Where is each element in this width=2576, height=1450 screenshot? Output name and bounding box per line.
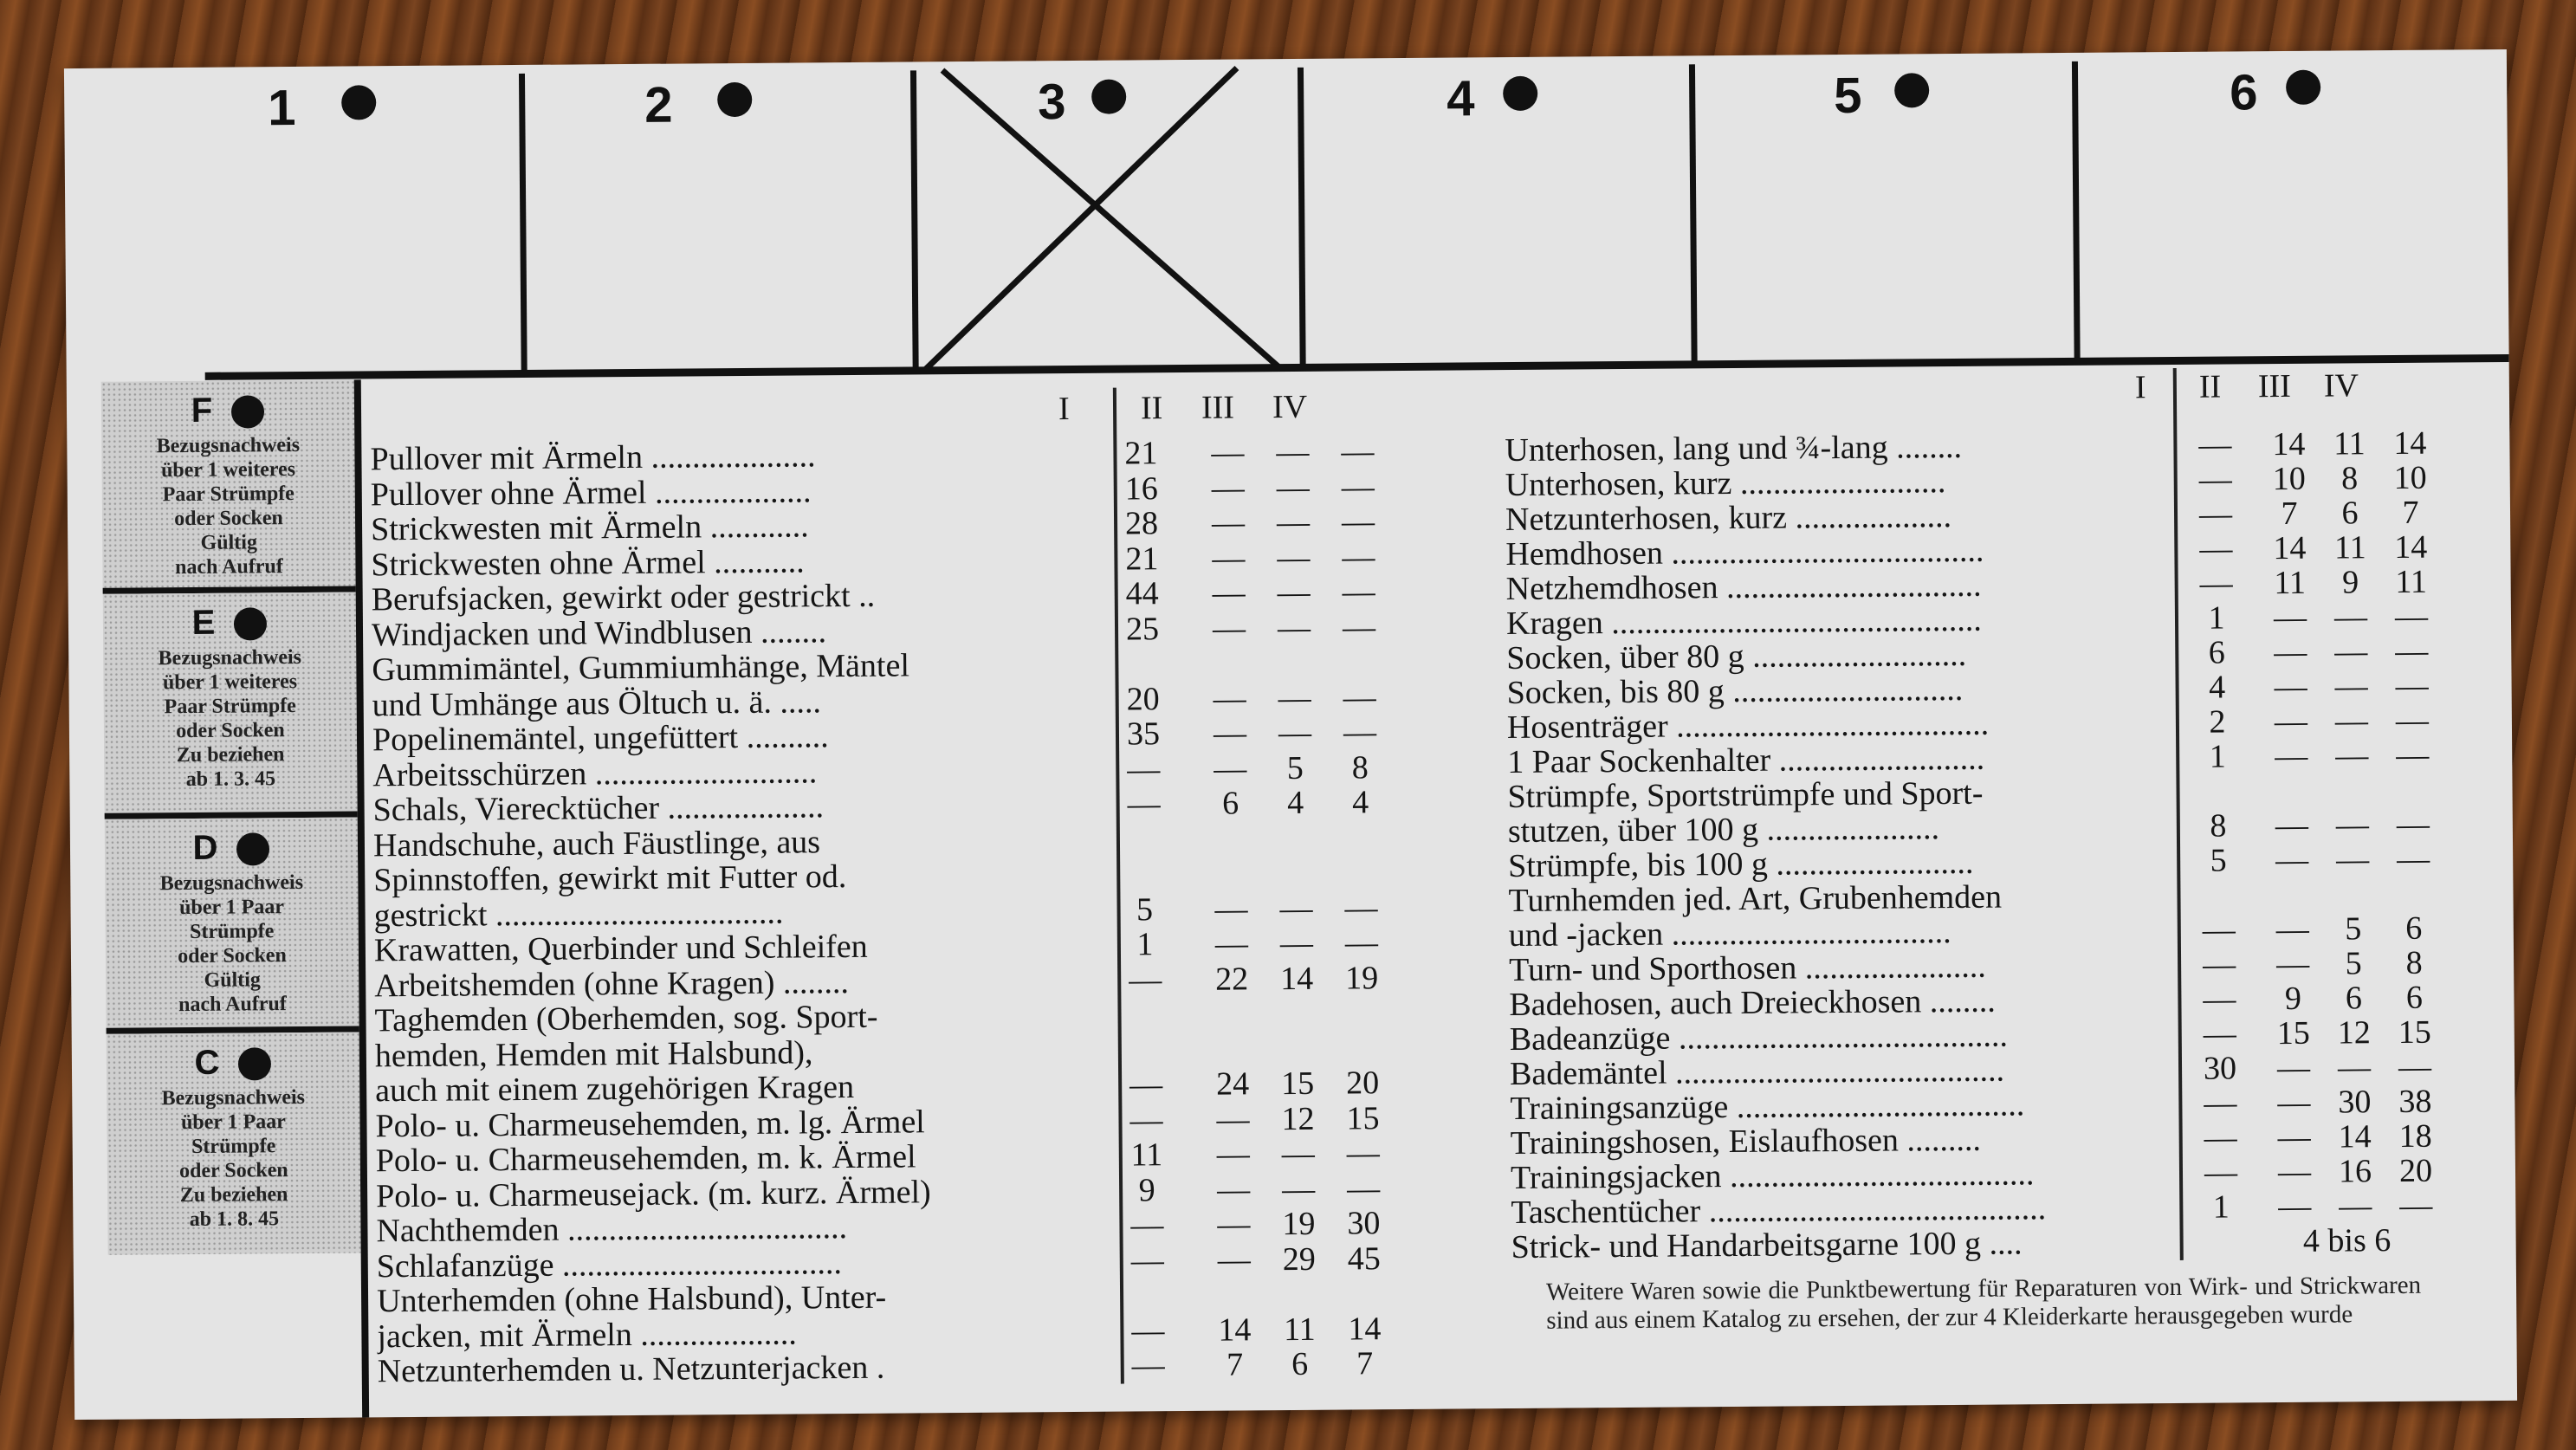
- points-cell: —: [1279, 924, 1314, 962]
- points-cell: 5: [2210, 842, 2227, 879]
- points-cell: —: [1276, 469, 1310, 506]
- points-cell: —: [1276, 503, 1311, 541]
- item-label: Netzunterhemden u. Netzunterjacken .: [377, 1349, 885, 1390]
- points-cell: —: [1127, 750, 1161, 787]
- points-cell: 20: [1126, 680, 1160, 717]
- points-cell: 14: [1348, 1310, 1382, 1347]
- col-header-ii-right: II: [2198, 368, 2222, 405]
- points-cell: 1: [2208, 599, 2225, 637]
- points-cell: 6: [1221, 785, 1239, 822]
- side-coupon-text: Bezugsnachweis über 1 weiteres Paar Strümpfe oder Socken Zu beziehen ab 1. 3. 45: [158, 645, 302, 792]
- points-cell: —: [2275, 945, 2310, 983]
- item-label: Hemdhosen ......................................: [1505, 532, 1984, 573]
- points-cell: 24: [1216, 1065, 1250, 1103]
- points-cell: —: [1217, 1240, 1251, 1278]
- points-cell: 6: [2405, 979, 2424, 1016]
- item-label: Unterhemden (ohne Halsbund), Unter-: [376, 1278, 887, 1320]
- item-label: hemden, Hemden mit Halsbund),: [374, 1033, 813, 1074]
- item-label: 1 Paar Sockenhalter .........................: [1507, 740, 1985, 781]
- points-cell: —: [1343, 714, 1377, 751]
- points-cell: —: [1342, 573, 1375, 611]
- col-header-iv: IV: [1272, 388, 1308, 426]
- points-cell: —: [1217, 1206, 1251, 1243]
- coupon-dot-icon: [717, 82, 752, 117]
- points-cell: —: [2275, 841, 2309, 879]
- side-coupon-letter: [105, 827, 358, 868]
- item-label: Schlafanzüge ..................................: [376, 1244, 843, 1285]
- points-cell: —: [2395, 632, 2429, 670]
- points-cell: —: [2198, 461, 2232, 498]
- points-cell: 4: [1351, 784, 1369, 821]
- points-cell: —: [1278, 714, 1312, 752]
- points-cell: 12: [1281, 1100, 1315, 1137]
- item-label: Unterhosen, kurz .........................: [1505, 463, 1946, 504]
- points-cell: —: [2334, 633, 2368, 670]
- points-cell: —: [2339, 1188, 2372, 1225]
- col-header-i: I: [1058, 390, 1070, 428]
- top-coupon-strip: [64, 49, 2509, 376]
- points-cell: —: [1342, 608, 1376, 646]
- side-coupon-letter-text: E: [191, 603, 216, 642]
- item-label: Strümpfe, bis 100 g ........................: [1508, 844, 1974, 885]
- points-cell: —: [1214, 890, 1248, 928]
- points-cell: 7: [2281, 495, 2298, 533]
- item-label: Taghemden (Oberhemden, sog. Sport-: [374, 998, 878, 1039]
- clothing-ration-card: [64, 49, 2517, 1420]
- points-cell: 16: [2338, 1153, 2372, 1190]
- points-cell: —: [2204, 1154, 2238, 1191]
- points-cell: —: [2275, 737, 2308, 775]
- points-cell: 30: [1347, 1205, 1381, 1242]
- item-label: Hosenträger ......................................: [1506, 705, 1990, 747]
- points-cell: —: [2278, 1188, 2312, 1226]
- item-label: Strickwesten ohne Ärmel ...........: [371, 542, 805, 583]
- points-cell: —: [1211, 469, 1245, 507]
- points-cell: 8: [2341, 460, 2359, 497]
- item-label: auch mit einem zugehörigen Kragen: [375, 1068, 855, 1110]
- item-label: Netzhemdhosen ...............................: [1505, 566, 1982, 608]
- points-cell: —: [1129, 1101, 1163, 1138]
- points-cell: —: [1213, 715, 1247, 752]
- col-header-iii-right: III: [2257, 367, 2292, 405]
- points-cell: —: [1277, 609, 1311, 646]
- item-label: gestrickt ...................................: [373, 894, 784, 934]
- points-cell: —: [1277, 573, 1311, 612]
- coupon-number: 4: [1446, 70, 1475, 127]
- points-cell: 22: [1215, 960, 1249, 998]
- points-cell: —: [2198, 495, 2233, 533]
- points-cell: —: [2335, 737, 2369, 774]
- points-cell: —: [1130, 1207, 1164, 1244]
- item-label: Pullover mit Ärmeln ....................: [370, 437, 816, 478]
- points-cell: —: [2202, 946, 2236, 983]
- points-cell: 5: [1286, 749, 1304, 786]
- item-label: Unterhosen, lang und ¾-lang ........: [1505, 428, 1963, 469]
- points-cell: 5: [1136, 890, 1154, 928]
- coupon-dot-icon: [238, 1048, 271, 1081]
- item-label: Bademäntel ........................................: [1509, 1052, 2005, 1093]
- side-coupon-letter: [101, 390, 354, 430]
- side-coupon-text: Bezugsnachweis über 1 Paar Strümpfe oder Socken Zu beziehen ab 1. 8. 45: [161, 1085, 306, 1232]
- col-header-iii: III: [1201, 389, 1235, 426]
- points-cell: 28: [1124, 505, 1159, 542]
- item-label: und -jacken ..................................: [1508, 914, 1951, 955]
- points-cell: —: [2336, 841, 2370, 878]
- footnote: Weitere Waren sowie die Punktbewertung für Reparaturen von Wirk- und Strickwaren sind aus einem Katalog zu ersehen, der zur 4 Kleiderkarte herausgegeben wurde: [1545, 1271, 2422, 1335]
- points-cell: —: [1346, 1135, 1380, 1172]
- coupon-number: 2: [644, 76, 673, 133]
- item-label: Strickwesten mit Ärmeln ............: [370, 508, 809, 548]
- points-cell: —: [1214, 925, 1249, 962]
- points-cell: —: [2337, 1049, 2372, 1086]
- points-cell: 14: [2394, 528, 2428, 566]
- side-coupon-f[interactable]: [101, 379, 356, 593]
- points-cell: —: [2277, 1084, 2311, 1122]
- item-label: Nachthemden ..................................: [376, 1209, 848, 1250]
- points-cell: 20: [2398, 1152, 2433, 1189]
- side-coupon-letter-text: D: [192, 828, 218, 867]
- points-cell: 11: [1283, 1311, 1316, 1348]
- points-cell: 6: [2345, 980, 2363, 1017]
- points-cell: 14: [2273, 529, 2307, 567]
- coupon-4[interactable]: [1304, 55, 1692, 366]
- points-cell: 19: [1345, 959, 1379, 997]
- points-cell: 6: [2208, 634, 2225, 671]
- points-cell: —: [1216, 1136, 1250, 1173]
- points-cell: —: [1212, 609, 1246, 647]
- points-cell: 10: [2393, 459, 2427, 496]
- side-coupon-text: Bezugsnachweis über 1 Paar Strümpfe oder Socken Gültig nach Aufruf: [159, 871, 304, 1017]
- points-cell: —: [1342, 538, 1375, 576]
- item-label: Socken, über 80 g ..........................: [1506, 636, 1967, 677]
- points-cell: 9: [2284, 980, 2302, 1017]
- points-cell: 6: [2341, 495, 2359, 532]
- points-cell: —: [2274, 633, 2307, 671]
- points-cell: —: [1131, 1311, 1165, 1349]
- col-header-ii: II: [1140, 390, 1163, 427]
- coupon-dot-icon: [1894, 73, 1929, 107]
- points-cell: —: [2395, 702, 2430, 739]
- item-label: Polo- u. Charmeusehemden, m. lg. Ärmel: [375, 1103, 925, 1144]
- points-cell: —: [1277, 539, 1311, 576]
- points-cell: 11: [2395, 563, 2428, 600]
- points-cell: 1: [2212, 1188, 2230, 1226]
- item-label: Strick- und Handarbeitsgarne 100 g ....: [1511, 1225, 2023, 1266]
- coupon-5[interactable]: [1695, 53, 2074, 363]
- item-label: Trainingsjacken .....................................: [1510, 1155, 2035, 1197]
- points-cell: —: [1131, 1347, 1165, 1384]
- points-cell: 16: [1124, 469, 1158, 507]
- points-cell: —: [1344, 889, 1378, 927]
- points-cell: —: [1211, 434, 1245, 471]
- points-cell: 30: [2203, 1050, 2237, 1087]
- side-coupon-d[interactable]: [105, 817, 359, 1033]
- points-cell: —: [2333, 599, 2368, 636]
- points-cell: —: [1214, 749, 1247, 787]
- points-cell: 15: [1281, 1065, 1315, 1103]
- points-cell: —: [2199, 565, 2233, 602]
- item-label: Handschuhe, auch Fäustlinge, aus: [372, 823, 821, 864]
- points-cell: —: [2394, 598, 2429, 635]
- item-label: Badehosen, auch Dreieckhosen ........: [1509, 982, 1996, 1024]
- points-cell: —: [2275, 910, 2309, 948]
- coupon-dot-icon: [236, 833, 269, 866]
- points-cell: 14: [2338, 1118, 2372, 1155]
- points-cell: 5: [2345, 945, 2362, 982]
- points-cell: —: [1276, 433, 1310, 471]
- points-cell: —: [2274, 668, 2307, 706]
- points-cell: 8: [1351, 748, 1369, 786]
- points-cell: 7: [2402, 494, 2419, 531]
- side-coupon-c[interactable]: [107, 1032, 361, 1254]
- points-cell: 14: [1218, 1311, 1252, 1349]
- coupon-dot-icon: [234, 608, 267, 641]
- points-cell: 14: [2272, 425, 2306, 463]
- points-cell: —: [1216, 1170, 1251, 1208]
- points-cell: 15: [2276, 1014, 2310, 1052]
- points-cell: 45: [1347, 1240, 1381, 1278]
- points-cell: 35: [1126, 715, 1161, 753]
- col-header-iv-right: IV: [2323, 367, 2359, 405]
- item-label: Pullover ohne Ärmel ...................: [370, 472, 812, 513]
- points-cell: —: [1346, 1169, 1381, 1207]
- points-cell: —: [2203, 1015, 2236, 1052]
- points-cell: 7: [1227, 1346, 1244, 1383]
- points-cell: —: [1130, 1241, 1164, 1278]
- coupon-number: 3: [1038, 74, 1066, 131]
- points-cell: —: [2204, 1119, 2237, 1156]
- item-label: Spinnstoffen, gewirkt mit Futter od.: [373, 858, 847, 899]
- points-cell: 10: [2272, 460, 2306, 498]
- points-cell: 8: [2405, 944, 2423, 981]
- points-cell: 11: [2333, 425, 2366, 463]
- points-cell: —: [2199, 530, 2233, 567]
- points-cell: —: [2275, 806, 2309, 845]
- points-cell: 4: [2208, 669, 2226, 706]
- points-cell: —: [2396, 806, 2430, 843]
- item-label: jacken, mit Ärmeln ...................: [377, 1315, 797, 1355]
- points-cell: 7: [1356, 1345, 1374, 1382]
- coupon-dot-icon: [231, 396, 264, 429]
- item-label: Berufsjacken, gewirkt oder gestrickt ..: [371, 577, 876, 618]
- points-cell: 6: [1291, 1345, 1309, 1383]
- points-cell: —: [1213, 679, 1246, 717]
- points-cell: 5: [2345, 910, 2362, 948]
- points-cell: 20: [1345, 1065, 1380, 1102]
- item-label: Polo- u. Charmeusehemden, m. k. Ärmel: [375, 1138, 916, 1180]
- side-coupon-e[interactable]: [103, 592, 358, 819]
- item-label: Socken, bis 80 g ............................: [1506, 670, 1964, 712]
- points-cell: 4: [1286, 784, 1304, 822]
- item-label: Gummimäntel, Gummiumhänge, Mäntel: [372, 647, 910, 689]
- item-label: Netzunterhosen, kurz ...................: [1505, 498, 1952, 539]
- side-coupon-letter-text: F: [191, 391, 213, 430]
- coupon-1[interactable]: [64, 65, 521, 376]
- points-cell: —: [1341, 468, 1375, 506]
- points-cell: —: [2335, 806, 2370, 844]
- points-cell: —: [2273, 599, 2307, 637]
- points-cell: —: [2334, 702, 2369, 740]
- coupon-2[interactable]: [525, 61, 913, 372]
- points-cell: —: [2277, 1118, 2311, 1156]
- side-coupon-letter: [107, 1042, 359, 1083]
- points-cell: —: [1281, 1135, 1315, 1173]
- points-cell: 15: [2398, 1013, 2431, 1051]
- coupon-number: 1: [268, 79, 296, 137]
- points-cell: 9: [2341, 564, 2359, 601]
- points-cell: —: [2202, 911, 2236, 948]
- points-cell: 29: [1282, 1240, 1316, 1278]
- side-coupons: [101, 379, 354, 1232]
- points-cell: 19: [1282, 1205, 1316, 1243]
- coupon-3[interactable]: [916, 59, 1300, 369]
- points-cell: —: [2276, 1049, 2311, 1087]
- points-cell: —: [1127, 786, 1161, 823]
- points-cell: 21: [1125, 540, 1159, 577]
- points-cell: 11: [1130, 1136, 1163, 1174]
- item-label: Badeanzüge ........................................: [1509, 1017, 2009, 1058]
- item-label: Strümpfe, Sportstrümpfe und Sport-: [1507, 774, 1984, 816]
- points-cell: 21: [1124, 435, 1158, 472]
- table-row: [1511, 1220, 2463, 1266]
- points-cell: —: [2198, 426, 2232, 463]
- points-cell: —: [1212, 539, 1246, 577]
- points-cell: 12: [2337, 1014, 2371, 1052]
- points-cell: 4 bis 6: [2302, 1222, 2392, 1259]
- item-label: stutzen, über 100 g .....................: [1507, 810, 1940, 851]
- coupon-6[interactable]: [2078, 49, 2509, 360]
- points-cell: —: [2204, 1084, 2237, 1122]
- item-label: Krawatten, Querbinder und Schleifen: [373, 928, 868, 969]
- col-header-i-right: I: [2134, 369, 2146, 406]
- item-label: Trainingshosen, Eislaufhosen .........: [1510, 1121, 1982, 1162]
- points-cell: —: [1129, 961, 1162, 998]
- points-cell: 1: [1136, 926, 1154, 963]
- points-cell: 30: [2338, 1084, 2372, 1121]
- points-cell: —: [1281, 1170, 1316, 1207]
- points-cell: 6: [2405, 909, 2423, 947]
- points-cell: —: [2334, 668, 2368, 705]
- points-cell: 2: [2209, 703, 2226, 741]
- points-cell: —: [1216, 1100, 1250, 1138]
- points-cell: —: [2398, 1048, 2432, 1085]
- cancelled-cross-icon: [916, 59, 1300, 369]
- points-cell: —: [1278, 679, 1311, 716]
- side-coupon-letter: [103, 602, 356, 643]
- points-cell: 11: [2274, 564, 2307, 602]
- points-cell: —: [2397, 840, 2430, 877]
- item-label: Windjacken und Windblusen ........: [371, 612, 827, 653]
- item-label: Popelinemäntel, ungefüttert ..........: [372, 718, 829, 759]
- points-cell: —: [1341, 433, 1375, 470]
- points-cell: 11: [2333, 529, 2366, 566]
- points-cell: —: [2395, 667, 2429, 704]
- points-cell: —: [2396, 736, 2430, 774]
- points-cell: 14: [2393, 424, 2427, 462]
- table-row: [377, 1345, 1374, 1390]
- points-cell: —: [1344, 924, 1379, 961]
- item-label: und Umhänge aus Öltuch u. ä. .....: [372, 683, 822, 723]
- item-label: Trainingsanzüge ...................................: [1510, 1086, 2025, 1128]
- item-label: Taschentücher .........................................: [1511, 1190, 2047, 1232]
- points-cell: 9: [1138, 1171, 1155, 1208]
- item-label: Schals, Vierecktücher ...................: [372, 788, 825, 829]
- points-cell: —: [2277, 1153, 2312, 1191]
- coupon-dot-icon: [1503, 76, 1537, 111]
- points-cell: 1: [2209, 738, 2226, 775]
- item-label: Turn- und Sporthosen ......................: [1508, 948, 1986, 989]
- item-label: Turnhemden jed. Art, Grubenhemden: [1508, 878, 2003, 920]
- points-cell: 14: [1280, 960, 1314, 997]
- points-cell: 8: [2210, 807, 2227, 845]
- item-label: Arbeitsschürzen ...........................: [372, 753, 818, 793]
- points-cell: —: [1341, 503, 1375, 541]
- points-cell: 38: [2398, 1083, 2432, 1120]
- item-label: Kragen .............................................: [1505, 601, 1982, 643]
- points-cell: 15: [1346, 1099, 1380, 1137]
- points-cell: —: [2399, 1187, 2433, 1224]
- item-label: Arbeitshemden (ohne Kragen) ........: [374, 963, 850, 1004]
- points-cell: 18: [2398, 1117, 2432, 1155]
- points-cell: —: [2203, 981, 2236, 1018]
- points-cell: 25: [1125, 610, 1160, 647]
- points-cell: —: [1211, 504, 1246, 541]
- points-cell: —: [1212, 574, 1246, 612]
- coupon-number: 5: [1833, 67, 1862, 125]
- points-cell: —: [1279, 890, 1313, 927]
- points-cell: 44: [1125, 575, 1159, 612]
- side-coupon-text: Bezugsnachweis über 1 weiteres Paar Strümpfe oder Socken Gültig nach Aufruf: [156, 433, 301, 579]
- points-cell: —: [1343, 678, 1376, 716]
- coupon-number: 6: [2229, 64, 2258, 121]
- points-cell: —: [1129, 1066, 1163, 1104]
- side-coupon-letter-text: C: [194, 1043, 220, 1082]
- item-label: Polo- u. Charmeusejack. (m. kurz. Ärmel): [375, 1173, 931, 1214]
- coupon-dot-icon: [2286, 70, 2320, 105]
- points-cell: —: [2274, 702, 2308, 741]
- coupon-dot-icon: [341, 85, 376, 120]
